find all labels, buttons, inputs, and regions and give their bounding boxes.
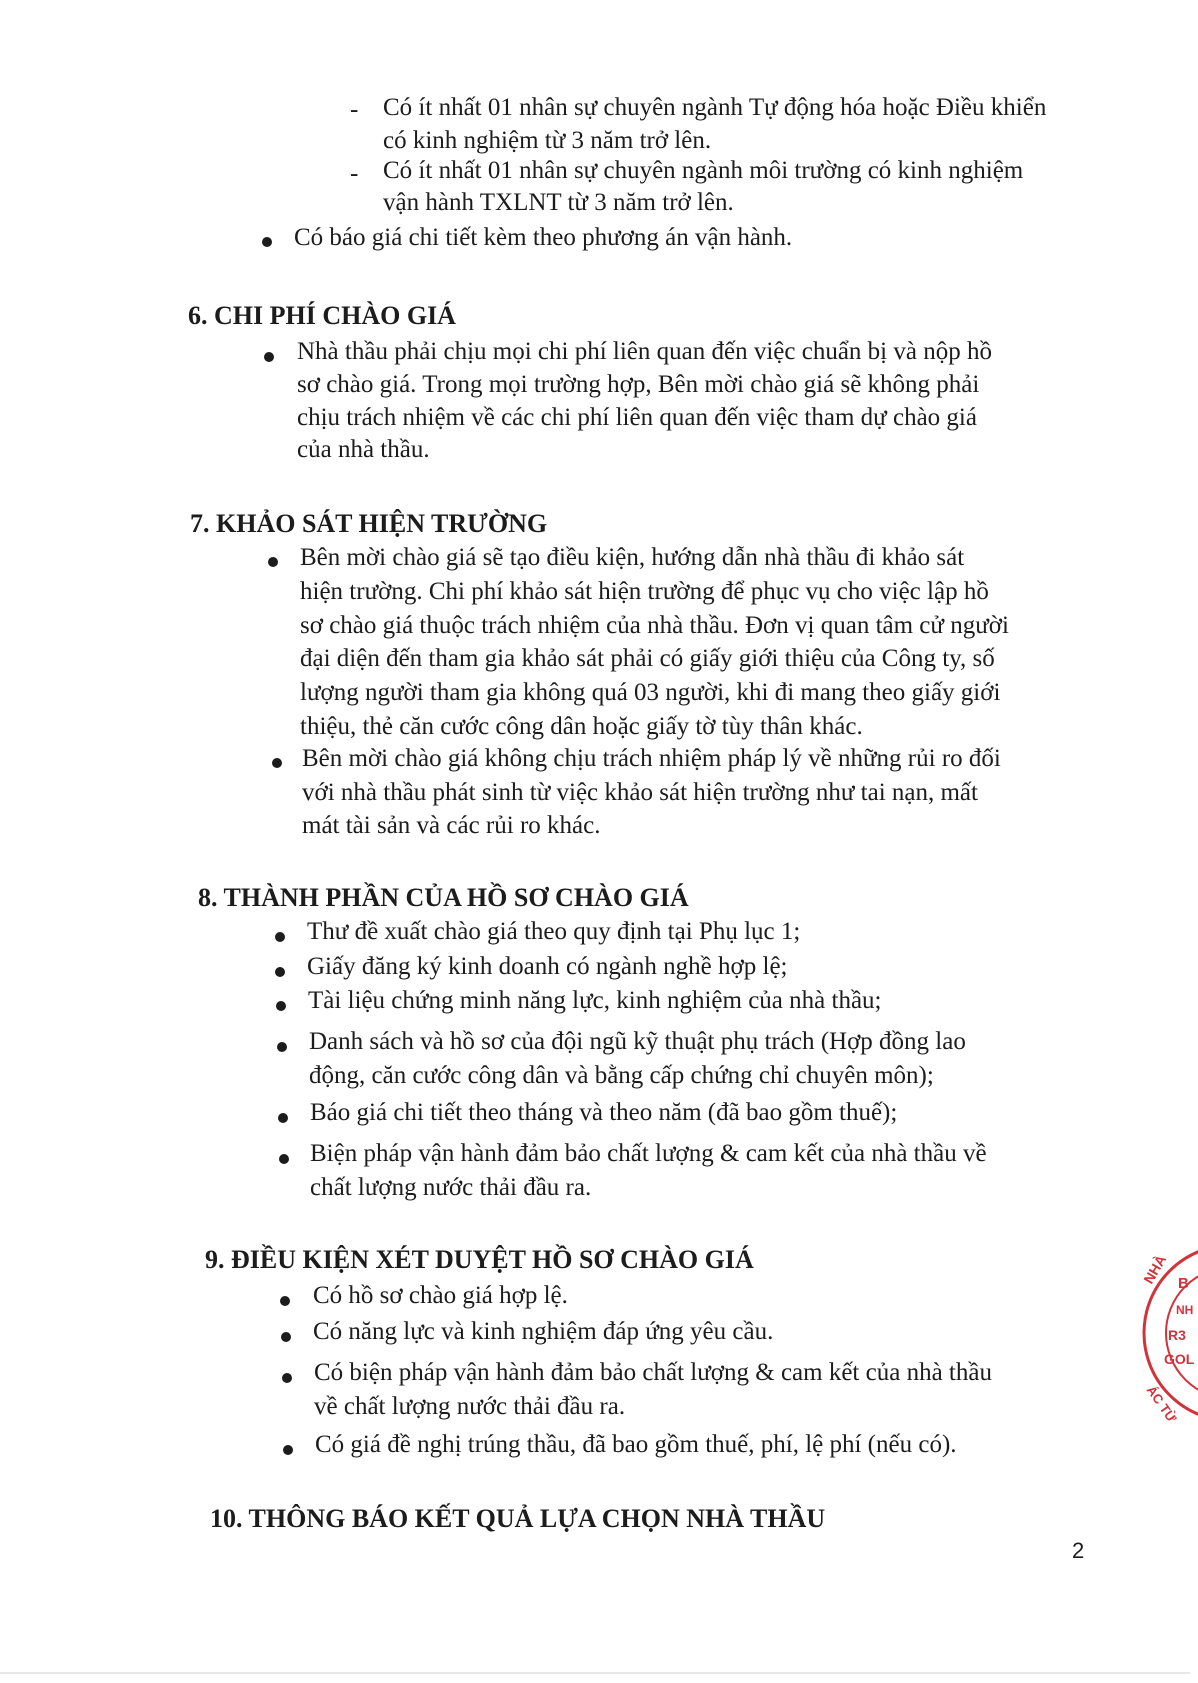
- list-item-line: sơ chào giá thuộc trách nhiệm của nhà thầu. Đơn vị quan tâm cử người: [300, 612, 1009, 639]
- list-item-line: Có năng lực và kinh nghiệm đáp ứng yêu cầu.: [313, 1318, 774, 1345]
- bullet-icon: [275, 932, 285, 942]
- sub-item-line: Có ít nhất 01 nhân sự chuyên ngành môi trường có kinh nghiệm: [383, 157, 1024, 184]
- list-item-line: sơ chào giá. Trong mọi trường hợp, Bên mời chào giá sẽ không phải: [297, 371, 980, 398]
- list-item-line: Nhà thầu phải chịu mọi chi phí liên quan đến việc chuẩn bị và nộp hồ: [297, 338, 992, 365]
- list-item-line: Danh sách và hồ sơ của đội ngũ kỹ thuật phụ trách (Hợp đồng lao: [309, 1028, 966, 1055]
- stamp-text: B: [1178, 1275, 1189, 1292]
- stamp-text: NHÀ: [1140, 1252, 1170, 1287]
- list-item-line: lượng người tham gia không quá 03 người, khi đi mang theo giấy giới: [300, 679, 1001, 706]
- stamp-text: R3: [1168, 1327, 1186, 1343]
- bullet-icon: [272, 758, 282, 768]
- list-item-line: với nhà thầu phát sinh từ việc khảo sát hiện trường như tai nạn, mất: [302, 779, 978, 806]
- list-item-line: chịu trách nhiệm về các chi phí liên quan đến việc tham dự chào giá: [297, 404, 977, 431]
- bullet-icon: [279, 1154, 289, 1164]
- list-item-line: về chất lượng nước thải đầu ra.: [314, 1393, 626, 1420]
- list-item-line: Có hồ sơ chào giá hợp lệ.: [313, 1282, 568, 1309]
- section-heading: 7. KHẢO SÁT HIỆN TRƯỜNG: [190, 509, 548, 538]
- sub-item-line: có kinh nghiệm từ 3 năm trở lên.: [383, 127, 712, 154]
- page-number: 2: [1072, 1538, 1085, 1563]
- list-item-line: đại diện đến tham gia khảo sát phải có giấy giới thiệu của Công ty, số: [300, 645, 995, 672]
- bullet-icon: [264, 352, 274, 362]
- list-item-line: Có báo giá chi tiết kèm theo phương án vận hành.: [294, 224, 793, 251]
- list-item-line: Thư đề xuất chào giá theo quy định tại Phụ lục 1;: [307, 918, 801, 945]
- page-bottom-edge: [0, 1672, 1190, 1674]
- stamp-text: NH: [1176, 1303, 1194, 1317]
- list-item-line: của nhà thầu.: [297, 436, 430, 463]
- bullet-icon: [281, 1332, 291, 1342]
- list-item-line: Có giá đề nghị trúng thầu, đã bao gồm thuế, phí, lệ phí (nếu có).: [315, 1431, 957, 1458]
- list-item-line: Báo giá chi tiết theo tháng và theo năm (đã bao gồm thuế);: [310, 1099, 898, 1126]
- list-item-line: Giấy đăng ký kinh doanh có ngành nghề hợp lệ;: [307, 953, 788, 980]
- dash-marker: -: [350, 96, 359, 123]
- bullet-icon: [278, 1113, 288, 1123]
- list-item-line: chất lượng nước thải đầu ra.: [310, 1174, 592, 1201]
- list-item-line: Bên mời chào giá không chịu trách nhiệm pháp lý về những rủi ro đối: [302, 745, 1001, 772]
- stamp-text: GOL: [1164, 1351, 1195, 1367]
- stamp-text: ÁC TỪ: [1143, 1382, 1180, 1426]
- bullet-icon: [280, 1296, 290, 1306]
- list-item-line: động, căn cước công dân và bằng cấp chứng chỉ chuyên môn);: [309, 1062, 934, 1089]
- list-item-line: hiện trường. Chi phí khảo sát hiện trường để phục vụ cho việc lập hồ: [300, 578, 989, 605]
- list-item-line: Bên mời chào giá sẽ tạo điều kiện, hướng dẫn nhà thầu đi khảo sát: [300, 544, 965, 571]
- bullet-icon: [262, 237, 272, 247]
- list-item-line: thiệu, thẻ căn cước công dân hoặc giấy tờ tùy thân khác.: [300, 713, 863, 740]
- section-heading: 6. CHI PHÍ CHÀO GIÁ: [188, 301, 456, 330]
- section-heading: 8. THÀNH PHẦN CỦA HỒ SƠ CHÀO GIÁ: [198, 883, 689, 912]
- sub-item-line: Có ít nhất 01 nhân sự chuyên ngành Tự động hóa hoặc Điều khiển: [383, 94, 1047, 121]
- list-item-line: Biện pháp vận hành đảm bảo chất lượng & cam kết của nhà thầu về: [310, 1140, 987, 1167]
- sub-item-line: vận hành TXLNT từ 3 năm trở lên.: [383, 189, 734, 216]
- bullet-icon: [275, 967, 285, 977]
- bullet-icon: [277, 1042, 287, 1052]
- company-stamp-icon: [1138, 1238, 1198, 1428]
- bullet-icon: [268, 557, 278, 567]
- bullet-icon: [282, 1373, 292, 1383]
- list-item-line: mát tài sản và các rủi ro khác.: [302, 812, 601, 839]
- bullet-icon: [283, 1445, 293, 1455]
- section-heading: 9. ĐIỀU KIỆN XÉT DUYỆT HỒ SƠ CHÀO GIÁ: [205, 1245, 754, 1274]
- section-heading: 10. THÔNG BÁO KẾT QUẢ LỰA CHỌN NHÀ THẦU: [210, 1504, 826, 1533]
- dash-marker: -: [350, 160, 359, 187]
- list-item-line: Tài liệu chứng minh năng lực, kinh nghiệm của nhà thầu;: [308, 987, 882, 1014]
- bullet-icon: [276, 1001, 286, 1011]
- list-item-line: Có biện pháp vận hành đảm bảo chất lượng & cam kết của nhà thầu: [314, 1359, 992, 1386]
